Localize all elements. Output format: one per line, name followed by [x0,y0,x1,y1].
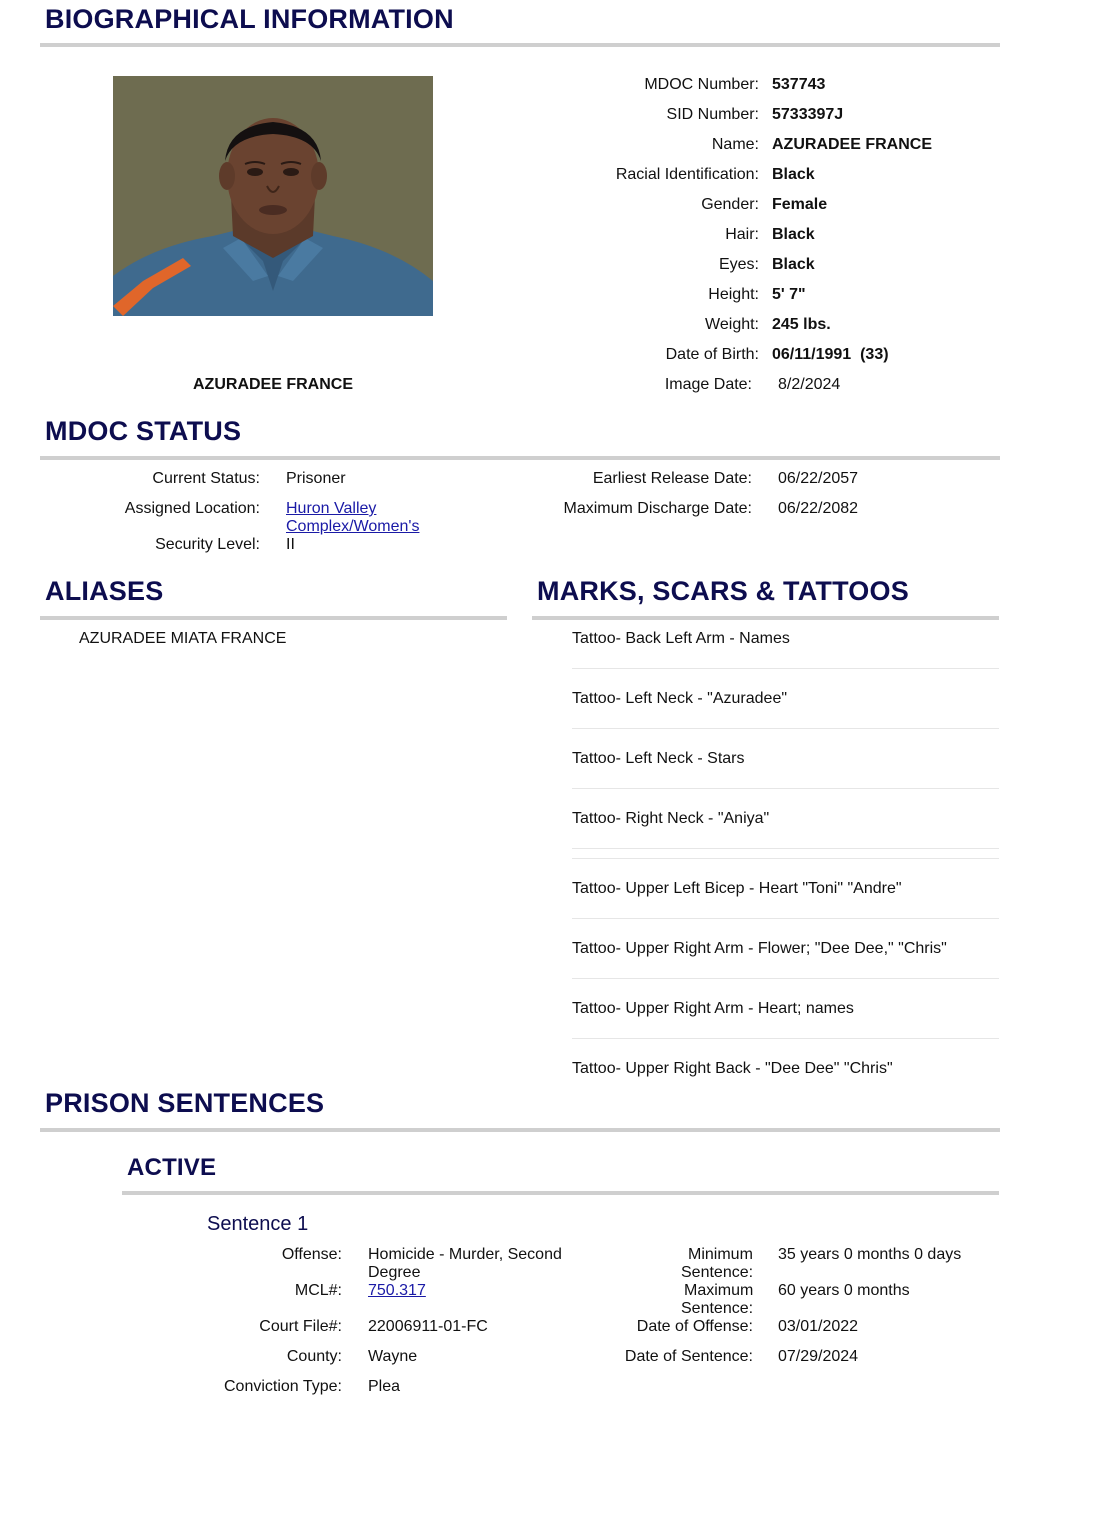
mark-separator [572,788,999,789]
mcl-link[interactable]: 750.317 [368,1282,426,1299]
bio-field-label: MDOC Number: [644,76,759,93]
assigned-location-label: Assigned Location: [124,500,260,517]
bio-field-value: Black [772,226,815,243]
bio-field-label: Weight: [705,316,759,333]
min-sentence-label-2: Sentence: [681,1264,754,1281]
assigned-location-line2[interactable]: Complex/Women's [286,518,420,535]
active-divider [122,1191,999,1195]
mark-item: Tattoo- Left Neck - Stars [572,750,745,767]
security-level-value: II [286,536,295,553]
offense-line2: Degree [368,1264,421,1281]
mark-separator [572,848,999,849]
bio-field-value: 5733397J [772,106,844,123]
mark-item: Tattoo- Right Neck - "Aniya" [572,810,770,827]
max-discharge-label: Maximum Discharge Date: [563,500,752,517]
date-offense-value: 03/01/2022 [778,1318,859,1335]
earliest-release-value: 06/22/2057 [778,470,859,487]
bio-heading: BIOGRAPHICAL INFORMATION [45,4,454,34]
mark-separator [572,918,999,919]
max-sentence-value: 60 years 0 months [778,1282,910,1299]
bio-field-value: 06/11/1991 (33) [772,346,889,363]
assigned-location-link[interactable] [286,500,419,536]
max-sentence-label-2: Sentence: [681,1300,754,1317]
photo-caption: AZURADEE FRANCE [193,376,353,393]
bio-field-label: Image Date: [664,376,752,393]
aliases-heading: ALIASES [45,576,164,606]
conviction-type-label: Conviction Type: [224,1378,342,1395]
bio-field-value: 245 lbs. [772,316,831,333]
mark-separator [572,978,999,979]
mark-item: Tattoo- Upper Left Bicep - Heart "Toni" "Andre" [572,880,902,897]
court-file-value: 22006911-01-FC [368,1318,488,1335]
bio-field-value: 8/2/2024 [778,376,841,393]
sentences-heading: PRISON SENTENCES [45,1088,325,1118]
mark-item: Tattoo- Upper Right Back - "Dee Dee" "Chris" [572,1060,893,1077]
bio-field-label: Height: [708,286,759,303]
bio-field-value: Black [772,256,815,273]
bio-field-label: Name: [711,136,759,153]
mark-separator [572,1038,999,1039]
offense-line1: Homicide - Murder, Second [368,1246,562,1263]
active-heading: ACTIVE [127,1154,217,1181]
mark-item: Tattoo- Back Left Arm - Names [572,630,790,647]
max-sentence-label [681,1282,753,1318]
bio-field-value: Female [772,196,828,213]
bio-field-value: 537743 [772,76,826,93]
marks-heading: MARKS, SCARS & TATTOOS [537,576,909,606]
min-sentence-label-1: Minimum [688,1246,753,1263]
bio-field-value: AZURADEE FRANCE [772,136,932,153]
status-heading: MDOC STATUS [45,416,242,446]
offense-value [368,1246,562,1282]
security-level-label: Security Level: [155,536,260,553]
bio-field-label: SID Number: [666,106,759,123]
max-sentence-label-1: Maximum [684,1282,754,1299]
current-status-value: Prisoner [286,470,346,487]
offense-label: Offense: [281,1246,342,1263]
county-value: Wayne [368,1348,418,1365]
aliases-divider [40,616,507,620]
bio-field-value: Black [772,166,815,183]
mark-separator [572,858,999,859]
mcl-label: MCL#: [294,1282,342,1299]
earliest-release-label: Earliest Release Date: [592,470,752,487]
marks-divider [532,616,999,620]
date-offense-label: Date of Offense: [636,1318,753,1335]
min-sentence-value: 35 years 0 months 0 days [778,1246,962,1263]
mark-separator [572,728,999,729]
min-sentence-label [681,1246,753,1282]
bio-field-label: Gender: [701,196,759,213]
bio-field-label: Eyes: [718,256,759,273]
date-sentence-label: Date of Sentence: [624,1348,753,1365]
max-discharge-value: 06/22/2082 [778,500,859,517]
date-sentence-value: 07/29/2024 [778,1348,859,1365]
court-file-label: Court File#: [259,1318,342,1335]
alias-item: AZURADEE MIATA FRANCE [79,630,287,647]
mark-item: Tattoo- Upper Right Arm - Heart; names [572,1000,854,1017]
sentences-divider [40,1128,1000,1132]
status-divider [40,456,1000,460]
mark-separator [572,668,999,669]
inmate-photo [113,76,433,316]
mark-item: Tattoo- Left Neck - "Azuradee" [572,690,788,707]
bio-field-label: Hair: [725,226,759,243]
conviction-type-value: Plea [368,1378,401,1395]
mark-item: Tattoo- Upper Right Arm - Flower; "Dee Dee," "Chris" [572,940,947,957]
bio-field-value: 5' 7" [772,286,806,303]
current-status-label: Current Status: [152,470,260,487]
bio-divider [40,43,1000,47]
assigned-location-line1[interactable]: Huron Valley [286,500,377,517]
sentence-title: Sentence 1 [207,1213,309,1235]
bio-field-label: Racial Identification: [615,166,759,183]
bio-field-label: Date of Birth: [665,346,759,363]
county-label: County: [286,1348,342,1365]
